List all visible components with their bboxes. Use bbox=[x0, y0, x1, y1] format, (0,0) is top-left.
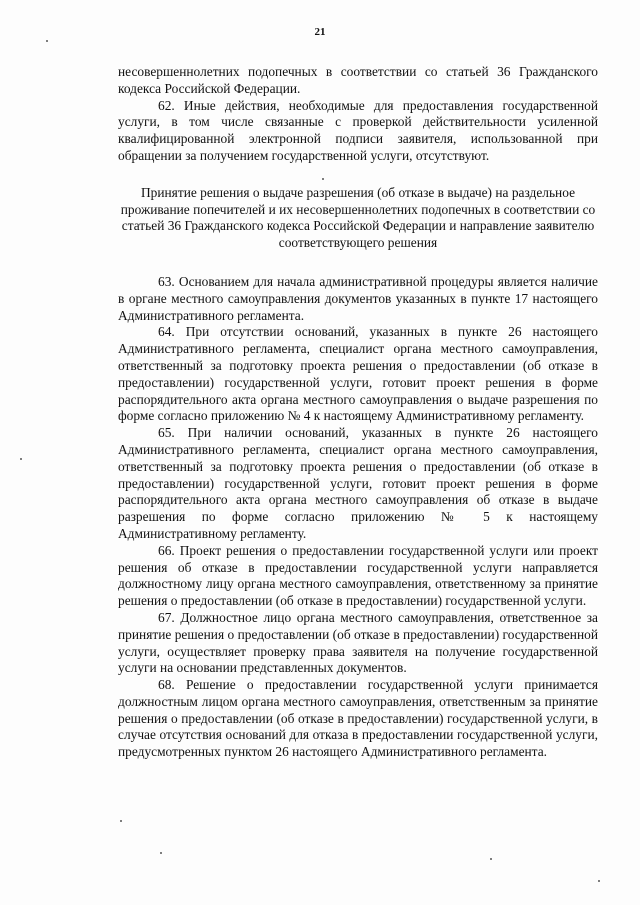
paragraph-66: 66. Проект решения о предоставлении государственной услуги или проект решения об отказе в предоставлении государственной услуги направляется должностному лицу органа местного самоуправления, ответственному за принятие решения о предоставлении (об отказе в предоставлении) государственной услуги. bbox=[118, 542, 598, 609]
paragraph-61-continuation: несовершеннолетних подопечных в соответствии со статьей 36 Гражданского кодекса Российской Федерации. bbox=[118, 64, 598, 96]
scan-speck bbox=[46, 40, 48, 42]
paragraph-64: 64. При отсутствии оснований, указанных в пункте 26 настоящего Административного регламента, специалист органа местного самоуправления, ответственный за подготовку проекта решения о предоставлении (об отказе в предоставлении) государственной услуги, готовит проект решения в форме распорядительного акта органа местного самоуправления о выдаче разрешения по форме согласно приложению № 4 к настоящему Административному регламенту. bbox=[118, 324, 598, 424]
paragraph-68: 68. Решение о предоставлении государственной услуги принимается должностным лицом органа местного самоуправления, ответственным за принятие решения о предоставлении (об отказе в предоставлении) государственной услуги, в случае отсутствия оснований для отказа в предоставлении государственной услуги, предусмотренных пунктом 26 настоящего Административного регламента. bbox=[118, 677, 598, 760]
paragraph-65: 65. При наличии оснований, указанных в пункте 26 настоящего Административного регламента, специалист органа местного самоуправления, ответственный за подготовку проекта решения о предоставлении (об отказе в предоставлении) государственной услуги, готовит проект решения в форме распорядительного акта органа местного самоуправления об отказе в выдаче разрешения по форме согласно приложению № 5 к настоящему Административному регламенту. bbox=[118, 425, 598, 541]
scan-speck bbox=[160, 852, 162, 854]
scan-speck bbox=[20, 458, 22, 460]
page-body bbox=[118, 64, 598, 761]
paragraph-67: 67. Должностное лицо органа местного самоуправления, ответственное за принятие решения о предоставлении (об отказе в предоставлении) государственной услуги, осуществляет проверку права заявителя на получение государственной услуги на основании представленных документов. bbox=[118, 609, 598, 676]
scan-speck bbox=[598, 880, 600, 882]
scan-speck bbox=[322, 178, 324, 180]
scan-speck bbox=[120, 820, 122, 822]
paragraph-62: 62. Иные действия, необходимые для предоставления государственной услуги, в том числе связанные с проверкой действительности усиленной квалифицированной электронной подписи заявителя, использованной при обращении за получением государственной услуги, отсутствуют. bbox=[118, 97, 598, 163]
page-number: 21 bbox=[314, 26, 326, 38]
paragraph-63: 63. Основанием для начала административной процедуры является наличие в органе местного самоуправления документов указанных в пункте 17 настоящего Административного регламента. bbox=[118, 273, 598, 323]
scan-speck bbox=[490, 858, 492, 860]
section-title: Принятие решения о выдаче разрешения (об отказе в выдаче) на раздельное проживание попечителей и их несовершеннолетних подопечных в соответствии со статьей 36 Гражданского кодекса Российской Федерации и направление заявителю соответствующего решения bbox=[120, 184, 596, 251]
